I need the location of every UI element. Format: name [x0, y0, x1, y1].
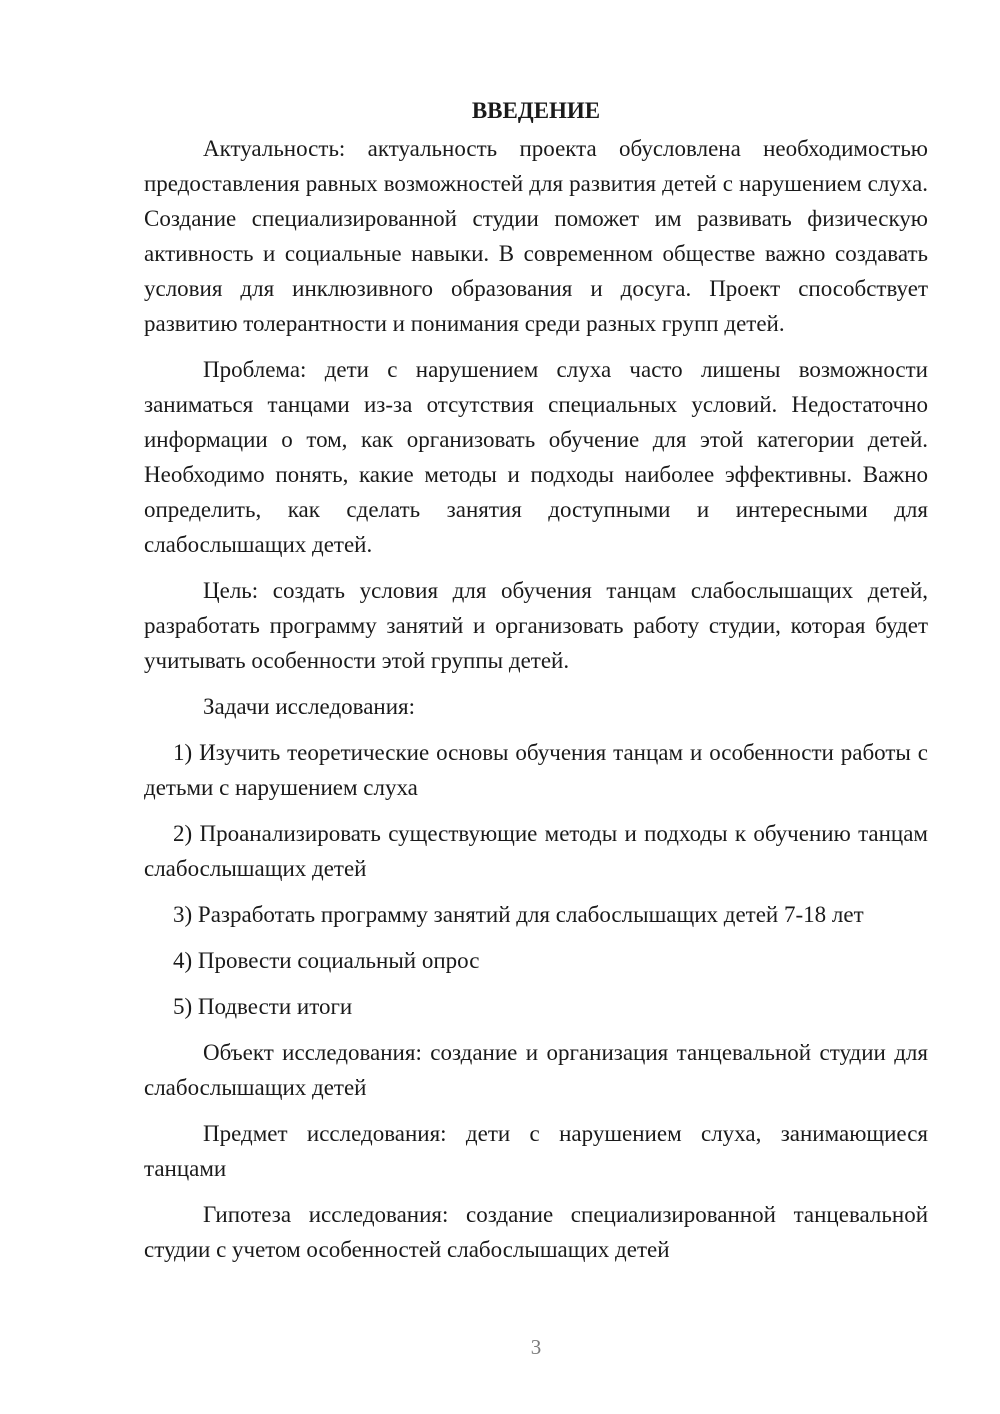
subject-paragraph: Предмет исследования: дети с нарушением слуха, занимающиеся танцами [144, 1121, 928, 1181]
relevance-paragraph: Актуальность: актуальность проекта обусловлена необходимостью предоставления равных возможностей для развития детей с нарушением слуха. Создание специализированной студии поможет им развивать физическую активность и социальные навыки. В современном обществе важно создавать условия для инклюзивного образования и досуга. Проект способствует развитию толерантности и понимания среди разных групп детей. [144, 136, 928, 336]
task-item: 1) Изучить теоретические основы обучения танцам и особенности работы с детьми с нарушением слуха [144, 740, 928, 800]
object-paragraph: Объект исследования: создание и организация танцевальной студии для слабослышащих детей [144, 1040, 928, 1100]
goal-paragraph: Цель: создать условия для обучения танцам слабослышащих детей, разработать программу занятий и организовать работу студии, которая будет учитывать особенности этой группы детей. [144, 578, 928, 673]
page-number: 3 [530, 1335, 542, 1359]
task-item: 5) Подвести итоги [173, 994, 353, 1019]
tasks-title: Задачи исследования: [203, 694, 416, 719]
task-item: 3) Разработать программу занятий для слабослышащих детей 7-18 лет [173, 902, 864, 927]
task-item: 4) Провести социальный опрос [173, 948, 480, 973]
task-item: 2) Проанализировать существующие методы и подходы к обучению танцам слабослышащих детей [144, 821, 928, 881]
problem-paragraph: Проблема: дети с нарушением слуха часто лишены возможности заниматься танцами из-за отсутствия специальных условий. Недостаточно информации о том, как организовать обучение для этой категории детей. Необходимо понять, какие методы и подходы наиболее эффективны. Важно определить, как сделать занятия доступными и интересными для слабослышащих детей. [144, 357, 928, 557]
page-content [144, 93, 928, 1278]
section-heading: ВВЕДЕНИЕ [471, 98, 601, 123]
hypothesis-paragraph: Гипотеза исследования: создание специализированной танцевальной студии с учетом особенностей слабослышащих детей [144, 1202, 928, 1262]
